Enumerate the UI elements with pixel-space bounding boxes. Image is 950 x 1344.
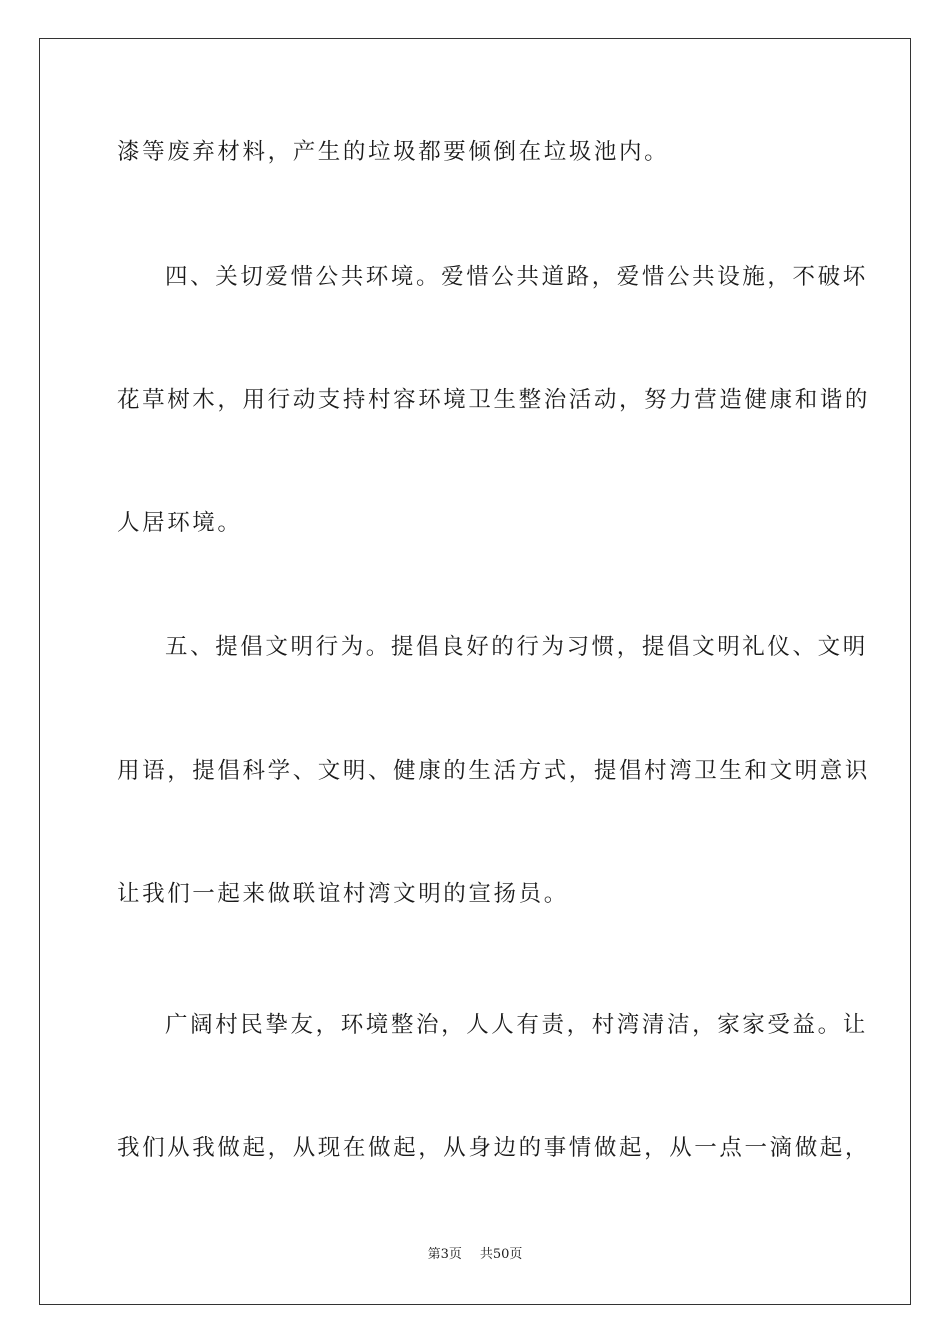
page-number: 第3页 [427, 1247, 462, 1262]
page-footer [0, 1247, 950, 1263]
paragraph-line-2: 四、关切爱惜公共环境。爱惜公共道路，爱惜公共设施，不破坏 [165, 264, 868, 290]
paragraph-line-7: 让我们一起来做联谊村湾文明的宣扬员。 [117, 881, 569, 907]
paragraph-line-1: 漆等废弃材料，产生的垃圾都要倾倒在垃圾池内。 [117, 139, 670, 165]
paragraph-line-5: 五、提倡文明行为。提倡良好的行为习惯，提倡文明礼仪、文明 [165, 634, 868, 660]
paragraph-line-8: 广阔村民挚友，环境整治，人人有责，村湾清洁，家家受益。让 [165, 1012, 868, 1038]
paragraph-line-4: 人居环境。 [117, 510, 243, 536]
paragraph-line-3: 花草树木，用行动支持村容环境卫生整治活动，努力营造健康和谐的 [117, 387, 871, 413]
page-border [39, 38, 911, 1305]
paragraph-line-6: 用语，提倡科学、文明、健康的生活方式，提倡村湾卫生和文明意识 [117, 758, 871, 784]
total-pages: 共50页 [479, 1247, 523, 1262]
paragraph-line-9: 我们从我做起，从现在做起，从身边的事情做起，从一点一滴做起， [117, 1135, 871, 1161]
